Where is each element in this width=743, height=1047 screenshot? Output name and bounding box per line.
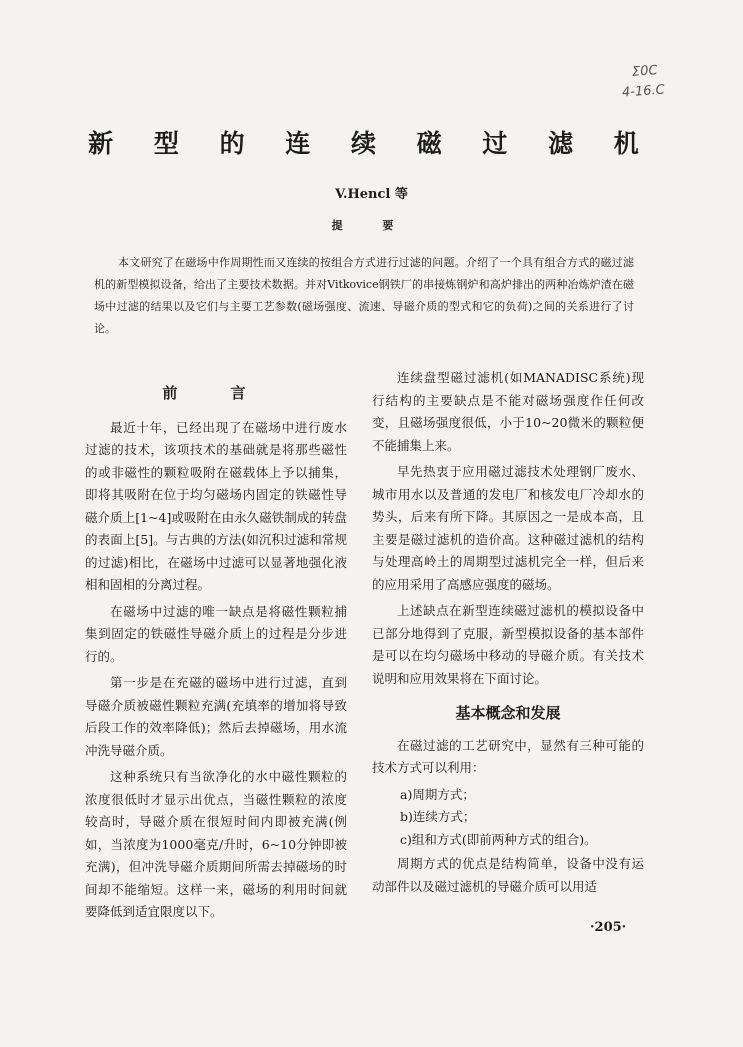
paragraph: 上述缺点在新型连续磁过滤机的模拟设备中已部分地得到了克服，新型模拟设备的基本部件是可以在均匀磁场中移动的导磁介质。有关技术说明和应用效果将在下面讨论。 (372, 603, 644, 686)
paragraph: 在磁过滤的工艺研究中，显然有三种可能的技术方式可以利用： (372, 737, 644, 775)
paragraph: 这种系统只有当欲净化的水中磁性颗粒的浓度很低时才显示出优点，当磁性颗粒的浓度较高时，导磁介质在很短时间内即被充满(例如，当浓度为1000毫克/升时，6~10分钟即被充满)，但冲洗导磁介质期间所需去掉磁场的时间却不能缩短。这样一来，磁场的利用时间就要降低到适宜限度以下。 (85, 769, 347, 919)
methods-list (372, 784, 644, 852)
paragraph: 最近十年，已经出现了在磁场中进行废水过滤的技术，该项技术的基础就是将那些磁性的或非磁性的颗粒吸附在磁载体上予以捕集，即将其吸附在位于均匀磁场内固定的铁磁性导磁介质上[1~4]或吸附在由永久磁铁制成的转盘的表面上[5]。与古典的方法(如沉积过滤和常规的过滤)相比，在磁场中过滤可以显著地强化液相和固相的分离过程。 (85, 419, 347, 592)
list-item: b)连续方式； (400, 809, 476, 824)
paragraph: 周期方式的优点是结构简单，设备中没有运动部件以及磁过滤机的导磁介质可以用适 (372, 856, 644, 894)
margin-note-1: Σ0C (631, 63, 659, 80)
margin-note-2: 4-16.C (621, 82, 666, 101)
article-author: V.Hencl 等 (335, 187, 408, 202)
section-heading-intro: 前 言 (162, 384, 270, 402)
list-item: a)周期方式； (400, 786, 475, 802)
paragraph: 第一步是在充磁的磁场中进行过滤，直到导磁介质被磁性颗粒充满(充填率的增加将导致后段工作的效率降低)；然后去掉磁场，用水流冲洗导磁介质。 (85, 675, 347, 758)
paragraph: 在磁场中过滤的唯一缺点是将磁性颗粒捕集到固定的铁磁性导磁介质上的过程是分步进行的。 (85, 603, 347, 664)
paragraph: 早先热衷于应用磁过滤技术处理钢厂废水、城市用水以及普通的发电厂和核发电厂冷却水的势头，后来有所下降。其原因之一是成本高，且主要是磁过滤机的造价高。这种磁过滤机的结构与处理高岭土的周期型过滤机完全一样，但后来的应用采用了高感应强度的磁场。 (372, 464, 644, 592)
list-item: c)组和方式(即前两种方式的组合)。 (400, 831, 597, 847)
section-heading-concepts: 基本概念和发展 (455, 704, 561, 722)
left-column (85, 382, 347, 928)
article-title: 新 型 的 连 续 磁 过 滤 机 (88, 129, 655, 158)
right-column (372, 367, 644, 902)
abstract-heading: 提 要 (331, 219, 412, 232)
abstract-text: 本文研究了在磁场中作周期性而又连续的按组合方式进行过滤的问题。介绍了一个具有组合方式的磁过滤机的新型模拟设备，给出了主要技术数据。并对Vitkovice钢铁厂的串接炼钢炉和高炉排出的两种冶炼炉渣在磁场中过滤的结果以及它们与主要工艺参数(磁场强度、流速、导磁介质的型式和它的负荷)之间的关系进行了讨论。 (94, 256, 634, 335)
paragraph: 连续盘型磁过滤机(如MANADISC系统)现行结构的主要缺点是不能对磁场强度作任何改变，且磁场强度很低，小于10~20微米的颗粒便不能捕集上来。 (372, 370, 644, 453)
page-number: ·205· (590, 920, 627, 935)
